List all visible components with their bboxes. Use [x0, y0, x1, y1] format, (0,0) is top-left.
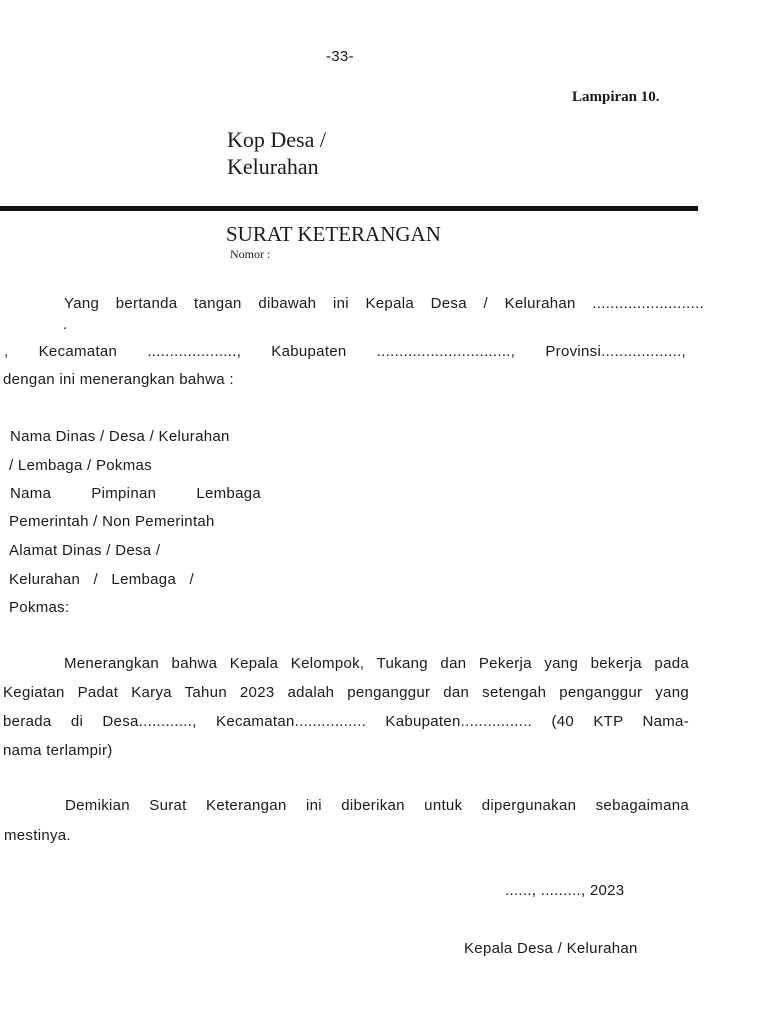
page-number: -33- — [326, 48, 354, 65]
paragraph-1-line-2: , Kecamatan ...................., Kabupaten .............................., Provinsi.................., — [4, 343, 686, 360]
letterhead-line-1: Kop Desa / — [227, 127, 326, 152]
field-label-agency-name: Nama Dinas / Desa / Kelurahan — [10, 428, 230, 445]
letterhead-line-2: Kelurahan — [227, 154, 319, 179]
field-label-address-cont: Kelurahan / Lembaga / — [9, 571, 194, 588]
signature-date: ......, ........., 2023 — [505, 882, 625, 899]
number-label: Nomor : — [230, 247, 271, 261]
field-label-agency-name-cont: / Lembaga / Pokmas — [9, 457, 152, 474]
field-label-address-end: Pokmas: — [9, 599, 70, 616]
field-label-leader-name: Nama Pimpinan Lembaga — [10, 485, 261, 502]
header-divider — [0, 206, 698, 211]
letterhead-placeholder — [227, 126, 326, 180]
field-label-address: Alamat Dinas / Desa / — [9, 542, 161, 559]
paragraph-1-line-3: dengan ini menerangkan bahwa : — [3, 371, 234, 388]
paragraph-3-line-1: Demikian Surat Keterangan ini diberikan untuk dipergunakan sebagaimana — [65, 797, 689, 814]
paragraph-2-line-1: Menerangkan bahwa Kepala Kelompok, Tukang dan Pekerja yang bekerja pada — [64, 655, 689, 672]
attachment-label: Lampiran 10. — [572, 89, 660, 105]
document-title: SURAT KETERANGAN — [226, 222, 441, 246]
paragraph-2-line-3: berada di Desa............, Kecamatan................ Kabupaten................ (40 KTP Nama- — [3, 713, 689, 730]
paragraph-1-line-1-cont: . — [63, 316, 68, 333]
paragraph-3-line-2: mestinya. — [4, 827, 71, 844]
paragraph-2-line-2: Kegiatan Padat Karya Tahun 2023 adalah penganggur dan setengah penganggur yang — [3, 684, 689, 701]
field-label-leader-name-cont: Pemerintah / Non Pemerintah — [9, 513, 215, 530]
signer-title: Kepala Desa / Kelurahan — [464, 940, 638, 957]
paragraph-1-line-1: Yang bertanda tangan dibawah ini Kepala Desa / Kelurahan ......................... — [64, 295, 704, 312]
paragraph-2-line-4: nama terlampir) — [3, 742, 113, 759]
